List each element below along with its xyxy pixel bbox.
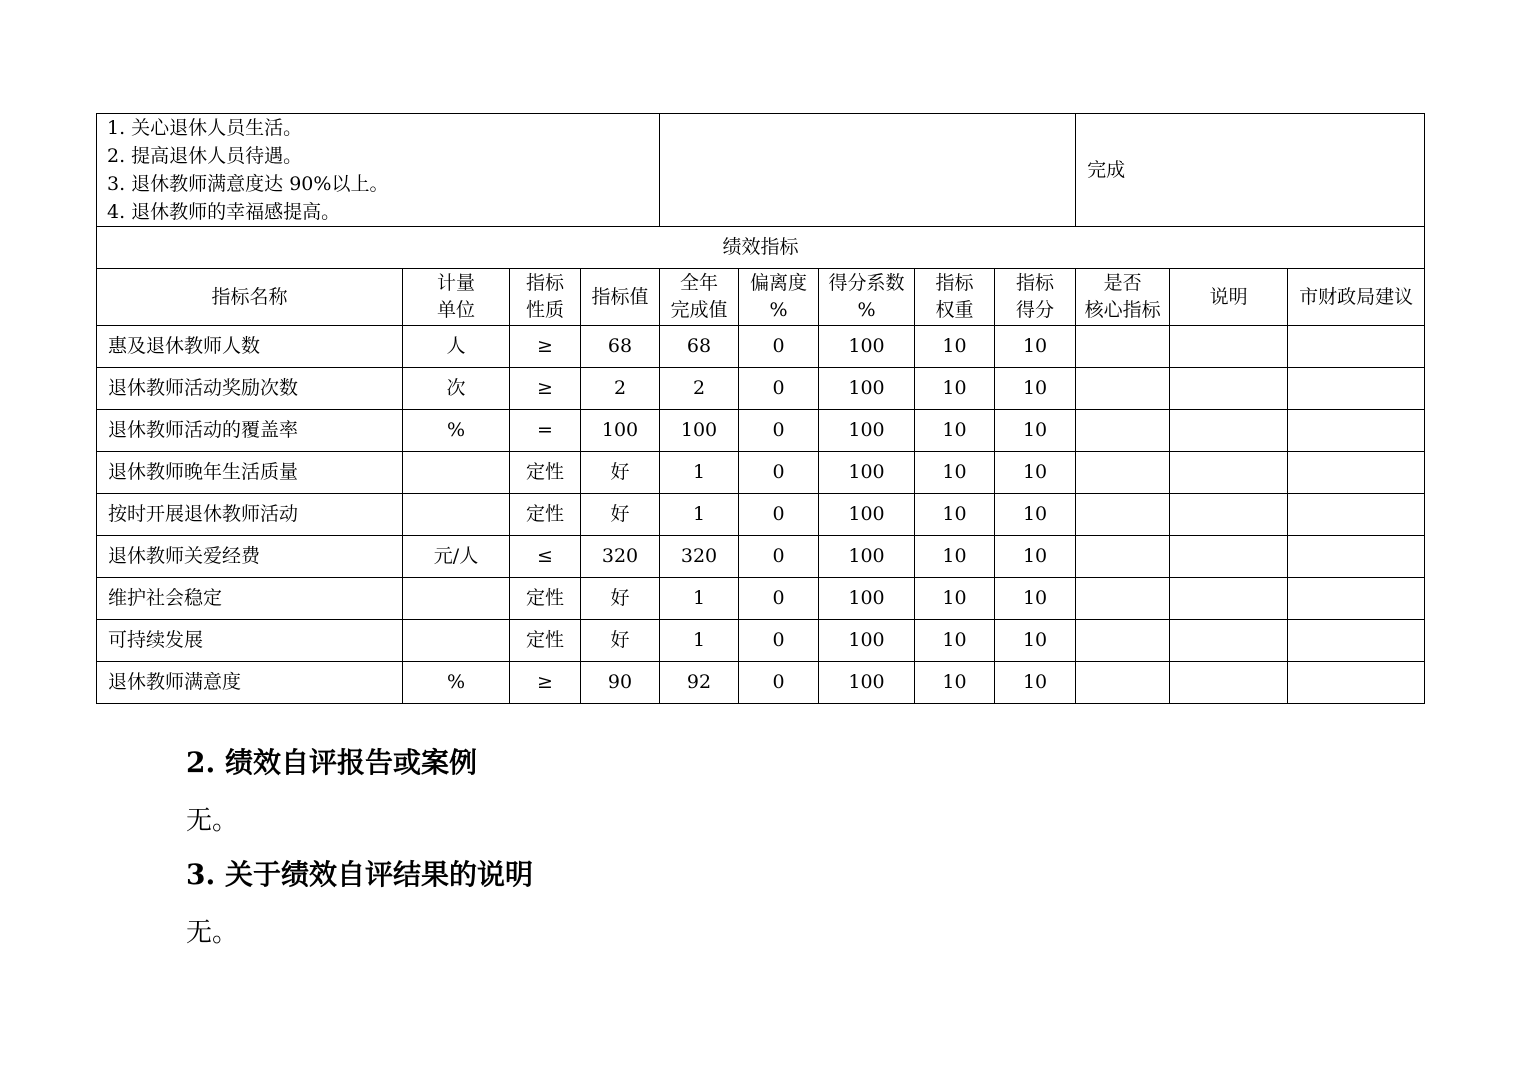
table-cell: 100: [819, 494, 915, 536]
table-cell: 10: [915, 536, 995, 578]
table-cell: [1170, 452, 1288, 494]
table-cell: [1170, 662, 1288, 704]
table-cell: 10: [995, 578, 1076, 620]
column-header-label: 指标: [525, 272, 564, 294]
column-header-label: 得分系数: [828, 272, 905, 294]
table-row: [97, 662, 1425, 704]
table-cell: [403, 578, 510, 620]
column-header-label: 性质: [525, 299, 564, 321]
table-cell: 0: [739, 494, 819, 536]
column-header: [1076, 269, 1170, 326]
column-header-label: 全年: [680, 272, 719, 294]
table-cell: 10: [915, 662, 995, 704]
table-cell: 好: [581, 452, 660, 494]
table-cell: 68: [581, 326, 660, 368]
table-cell: [1170, 410, 1288, 452]
indicator-name-cell: 维护社会稳定: [97, 578, 403, 620]
column-header-label: 指标: [935, 272, 974, 294]
table-cell: 0: [739, 662, 819, 704]
table-cell: 320: [581, 536, 660, 578]
column-header-label: %: [769, 299, 788, 321]
table-cell: [1076, 410, 1170, 452]
indicator-name-cell: 退休教师活动奖励次数: [97, 368, 403, 410]
table-cell: 100: [819, 368, 915, 410]
table-cell: [1076, 662, 1170, 704]
table-cell: [1288, 662, 1425, 704]
table-cell: 10: [995, 326, 1076, 368]
table-cell: 1: [660, 452, 739, 494]
column-header: [1170, 269, 1288, 326]
table-cell: 0: [739, 452, 819, 494]
column-header: [915, 269, 995, 326]
section-text-self-evaluation-report: 无。: [186, 806, 239, 836]
indicator-name-cell: 按时开展退休教师活动: [97, 494, 403, 536]
table-cell: 10: [915, 620, 995, 662]
table-cell: [1170, 620, 1288, 662]
table-cell: [1076, 452, 1170, 494]
table-cell: [1288, 578, 1425, 620]
goals-cell: [97, 114, 660, 227]
table-cell: 1: [660, 494, 739, 536]
table-cell: [1288, 410, 1425, 452]
column-header-label: 权重: [935, 299, 974, 321]
table-cell: 90: [581, 662, 660, 704]
column-header: [403, 269, 510, 326]
table-cell: ≥: [510, 368, 581, 410]
table-cell: 100: [819, 536, 915, 578]
table-cell: 0: [739, 368, 819, 410]
indicator-name-cell: 退休教师关爱经费: [97, 536, 403, 578]
table-cell: [1076, 536, 1170, 578]
table-row: [97, 368, 1425, 410]
column-header: [581, 269, 660, 326]
table-row: [97, 536, 1425, 578]
table-cell: [1076, 368, 1170, 410]
table-cell: %: [403, 410, 510, 452]
table-cell: 0: [739, 578, 819, 620]
column-header-label: 单位: [436, 299, 475, 321]
column-header-label: 指标名称: [211, 285, 288, 308]
table-cell: 0: [739, 410, 819, 452]
table-cell: 68: [660, 326, 739, 368]
table-cell: 2: [581, 368, 660, 410]
table-cell: 10: [915, 410, 995, 452]
table-cell: 100: [819, 578, 915, 620]
table-cell: 定性: [510, 494, 581, 536]
table-cell: 10: [995, 452, 1076, 494]
table-cell: [1288, 620, 1425, 662]
table-cell: 100: [819, 452, 915, 494]
table-cell: 次: [403, 368, 510, 410]
table-cell: 100: [819, 620, 915, 662]
table-row: [97, 326, 1425, 368]
table-cell: 好: [581, 620, 660, 662]
table-cell: %: [403, 662, 510, 704]
column-header: [97, 269, 403, 326]
table-cell: [1076, 620, 1170, 662]
column-header-label: 核心指标: [1084, 299, 1161, 321]
table-cell: [1076, 326, 1170, 368]
table-cell: 10: [995, 368, 1076, 410]
table-cell: [1170, 326, 1288, 368]
table-row: [97, 494, 1425, 536]
table-cell: [1170, 368, 1288, 410]
table-cell: 100: [819, 326, 915, 368]
table-header-row: [97, 269, 1425, 326]
column-header-label: 指标值: [591, 285, 649, 308]
table-cell: 1: [660, 578, 739, 620]
table-cell: 10: [915, 578, 995, 620]
indicator-name-cell: 退休教师满意度: [97, 662, 403, 704]
column-header-label: 完成值: [670, 299, 728, 321]
table-cell: [1076, 578, 1170, 620]
table-cell: 10: [995, 494, 1076, 536]
column-header: [819, 269, 915, 326]
indicator-section-title: 绩效指标: [97, 227, 1425, 269]
table-cell: 100: [660, 410, 739, 452]
table-cell: 100: [819, 662, 915, 704]
table-cell: 10: [915, 326, 995, 368]
column-header-label: %: [857, 299, 876, 321]
column-header-label: 指标: [1016, 272, 1055, 294]
table-cell: ≤: [510, 536, 581, 578]
table-cell: [403, 494, 510, 536]
table-cell: 定性: [510, 578, 581, 620]
table-cell: 100: [581, 410, 660, 452]
section-heading-result-explanation: 3. 关于绩效自评结果的说明: [186, 858, 533, 891]
table-row: [97, 578, 1425, 620]
column-header-label: 得分: [1016, 299, 1055, 321]
table-cell: 92: [660, 662, 739, 704]
table-cell: ≥: [510, 326, 581, 368]
column-header-label: 偏离度: [750, 272, 808, 294]
table-cell: 1: [660, 620, 739, 662]
column-header: [660, 269, 739, 326]
indicator-name-cell: 退休教师晚年生活质量: [97, 452, 403, 494]
indicator-name-cell: 惠及退休教师人数: [97, 326, 403, 368]
table-cell: 10: [915, 452, 995, 494]
goals-middle-cell: [660, 114, 1076, 227]
table-cell: 定性: [510, 452, 581, 494]
table-cell: ≥: [510, 662, 581, 704]
table-row: [97, 452, 1425, 494]
table-cell: 0: [739, 620, 819, 662]
column-header-label: 是否: [1103, 272, 1142, 294]
table-cell: 好: [581, 578, 660, 620]
indicator-name-cell: 退休教师活动的覆盖率: [97, 410, 403, 452]
table-cell: [1076, 494, 1170, 536]
table-cell: [1288, 536, 1425, 578]
table-cell: 人: [403, 326, 510, 368]
table-cell: [1170, 578, 1288, 620]
goal-line: 1. 关心退休人员生活。: [107, 117, 303, 139]
table-cell: [403, 620, 510, 662]
column-header-label: 市财政局建议: [1299, 285, 1414, 308]
table-cell: 2: [660, 368, 739, 410]
indicator-name-cell: 可持续发展: [97, 620, 403, 662]
column-header: [739, 269, 819, 326]
table-row: [97, 620, 1425, 662]
table-cell: 100: [819, 410, 915, 452]
table-cell: [1288, 368, 1425, 410]
table-cell: [403, 452, 510, 494]
table-cell: 10: [995, 536, 1076, 578]
table-cell: [1288, 326, 1425, 368]
table-cell: 10: [995, 620, 1076, 662]
table-cell: =: [510, 410, 581, 452]
section-text-result-explanation: 无。: [186, 918, 239, 948]
table-cell: 好: [581, 494, 660, 536]
goal-line: 2. 提高退休人员待遇。: [107, 145, 303, 167]
goals-row: [97, 114, 1425, 227]
table-cell: 10: [995, 410, 1076, 452]
column-header-label: 说明: [1209, 285, 1248, 308]
table-cell: 0: [739, 536, 819, 578]
goal-line: 4. 退休教师的幸福感提高。: [107, 201, 341, 223]
table-cell: 10: [995, 662, 1076, 704]
table-cell: 元/人: [403, 536, 510, 578]
column-header: [995, 269, 1076, 326]
completion-status-cell: 完成: [1076, 114, 1425, 227]
table-cell: [1288, 494, 1425, 536]
table-cell: 0: [739, 326, 819, 368]
section-title-row: [97, 227, 1425, 269]
goal-line: 3. 退休教师满意度达 90%以上。: [107, 173, 389, 195]
column-header-label: 计量: [436, 272, 475, 294]
table-cell: [1170, 536, 1288, 578]
column-header: [510, 269, 581, 326]
table-cell: 10: [915, 368, 995, 410]
column-header: [1288, 269, 1425, 326]
table-row: [97, 410, 1425, 452]
section-heading-self-evaluation-report: 2. 绩效自评报告或案例: [186, 746, 477, 779]
table-cell: 10: [915, 494, 995, 536]
table-cell: 定性: [510, 620, 581, 662]
table-cell: [1288, 452, 1425, 494]
table-cell: [1170, 494, 1288, 536]
table-cell: 320: [660, 536, 739, 578]
performance-indicator-table: [96, 113, 1425, 704]
